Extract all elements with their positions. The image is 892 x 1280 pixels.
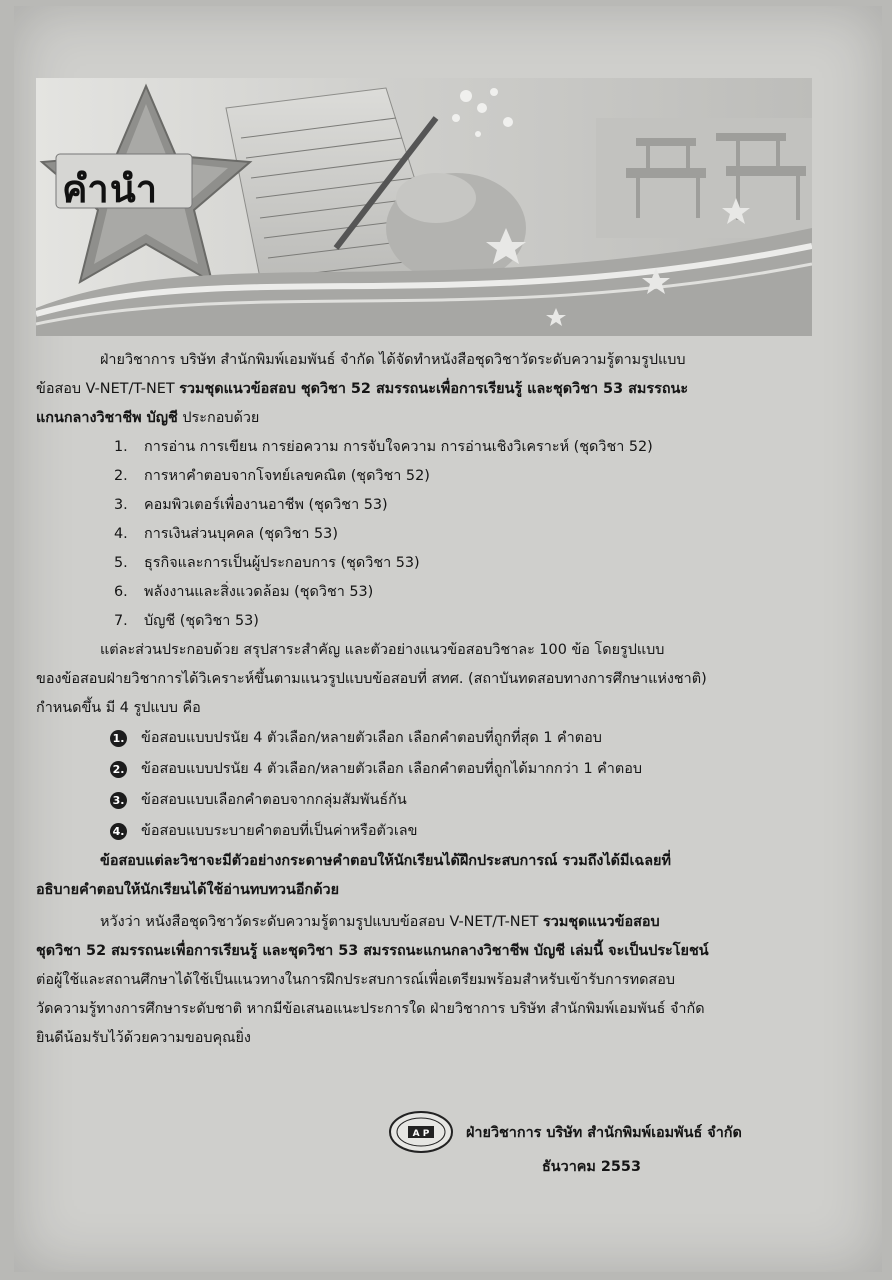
list-item: 1. การอ่าน การเขียน การย่อความ การจับใจความ การอ่านเชิงวิเคราะห์ (ชุดวิชา 52) xyxy=(114,439,653,455)
number-badge: 2. xyxy=(110,761,127,778)
classroom-desks xyxy=(596,118,812,238)
list-item: 2. การหาคำตอบจากโจทย์เลขคณิต (ชุดวิชา 52) xyxy=(114,468,430,484)
svg-text:A P: A P xyxy=(412,1129,430,1139)
list-item: 3. ข้อสอบแบบเลือกคำตอบจากกลุ่มสัมพันธ์กัน xyxy=(110,785,816,816)
intro-line-2-bold: รวมชุดแนวข้อสอบ ชุดวิชา 52 สมรรถนะเพื่อการเรียนรู้ และชุดวิชา 53 สมรรถนะ xyxy=(179,381,689,397)
number-badge: 4. xyxy=(110,823,127,840)
list-item: 4. การเงินส่วนบุคคล (ชุดวิชา 53) xyxy=(114,526,338,542)
header-banner xyxy=(36,78,812,336)
list-item: 4. ข้อสอบแบบระบายคำตอบที่เป็นค่าหรือตัวเลข xyxy=(110,816,816,847)
list-item: 5. ธุรกิจและการเป็นผู้ประกอบการ (ชุดวิชา 53) xyxy=(114,555,420,571)
list-item: 1. ข้อสอบแบบปรนัย 4 ตัวเลือก/หลายตัวเลือก เลือกคำตอบที่ถูกที่สุด 1 คำตอบ xyxy=(110,723,816,754)
list-item: 6. พลังงานและสิ่งแวดล้อม (ชุดวิชา 53) xyxy=(114,584,374,600)
closing-paragraph: หวังว่า หนังสือชุดวิชาวัดระดับความรู้ตามรูปแบบข้อสอบ V-NET/T-NET รวมชุดแนวข้อสอบ xyxy=(100,914,660,930)
answer-sheet-paragraph: ข้อสอบแต่ละวิชาจะมีตัวอย่างกระดาษคำตอบให้นักเรียนได้ฝึกประสบการณ์ รวมถึงได้มีเฉลยที่ xyxy=(100,853,671,869)
signature-date: ธันวาคม 2553 xyxy=(542,1159,641,1175)
exam-type-list xyxy=(36,723,816,847)
intro-line-2-normal: ข้อสอบ V-NET/T-NET xyxy=(36,381,180,397)
list-item: 7. บัญชี (ชุดวิชา 53) xyxy=(114,613,259,629)
page-title: คำนำ xyxy=(62,167,159,211)
intro-line-1: ฝ่ายวิชาการ บริษัท สำนักพิมพ์เอมพันธ์ จำกัด ได้จัดทำหนังสือชุดวิชาวัดระดับความรู้ตามรูปแบบ xyxy=(100,352,686,368)
signature-organization: ฝ่ายวิชาการ บริษัท สำนักพิมพ์เอมพันธ์ จำกัด xyxy=(466,1125,742,1141)
list-item: 3. คอมพิวเตอร์เพื่องานอาชีพ (ชุดวิชา 53) xyxy=(114,497,388,513)
number-badge: 3. xyxy=(110,792,127,809)
signature-block xyxy=(388,1110,828,1180)
publisher-logo xyxy=(388,1110,454,1154)
preface-body: ฝ่ายวิชาการ บริษัท สำนักพิมพ์เอมพันธ์ จำกัด ได้จัดทำหนังสือชุดวิชาวัดระดับความรู้ตามรูปแบบ ข้อสอบ V-NET/T-NET รวมชุดแนวข้อสอบ ชุดวิชา 52 สมรรถนะเพื่อการเรียนรู้ และชุดวิชา 53 สมรรถนะ แกนกลางวิชาชีพ บัญชี ประกอบด้วย 1. การอ่าน การเขียน การย่อความ การจับใจความ การอ่านเชิงวิเคราะห์ (ชุดวิชา 52) 2. การหาคำตอบจากโจทย์เลขคณิต (ชุดวิชา 52) 3. คอมพิวเตอร์เพื่องานอาชีพ (ชุดวิชา 53) 4. การเงินส่วนบุคคล (ชุดวิชา 53) 5. ธุรกิจและการเป็นผู้ประกอบการ (ชุดวิชา 53) 6. พลังงานและสิ่งแวดล้อม (ชุดวิชา 53) 7. บัญชี (ชุดวิชา 53) แต่ละส่วนประกอบด้วย สรุปสาระสำคัญ และตัวอย่างแนวข้อสอบวิชาละ 100 ข้อ โดยรูปแบบ ของข้อสอบฝ่ายวิชาการได้วิเคราะห์ขึ้นตามแนวรูปแบบข้อสอบที่ สทศ. (สถาบันทดสอบทางการศึกษาแห่งชาติ) กำหนดขึ้น มี 4 รูปแบบ คือ 1. ข้อสอบแบบปรนัย 4 ตัวเลือก/หลายตัวเลือก เลือกคำตอบที่ถูกที่สุด 1 คำตอบ 2. ข้อสอบแบบปรนัย 4 ตัวเลือก/หลายตัวเลือก เลือกคำตอบที่ถูกได้มากกว่า 1 คำตอบ 3. ข้อสอบแบบเลือกคำตอบจากกลุ่มสัมพันธ์กัน 4. ข้อสอบแบบระบายคำตอบที่เป็นค่าหรือตัวเลข ข้อสอบแต่ละวิชาจะมีตัวอย่างกระดาษคำตอบให้นักเรียนได้ฝึกประสบการณ์ รวมถึงได้มีเฉลยที่ อธิบายคำตอบให้นักเรียนได้ใช้อ่านทบทวนอีกด้วย หวังว่า หนังสือชุดวิชาวัดระดับความรู้ตามรูปแบบข้อสอบ V-NET/T-NET รวมชุดแนวข้อสอบ ชุดวิชา 52 สมรรถนะเพื่อการเรียนรู้ และชุดวิชา 53 สมรรถนะแกนกลางวิชาชีพ บัญชี เล่มนี้ จะเป็นประโยชน์ ต่อผู้ใช้และสถานศึกษาได้ใช้เป็นแนวทางในการฝึกประสบการณ์เพื่อเตรียมพร้อมสำหรับเข้ารับการทดสอบ วัดความรู้ทางการศึกษาระดับชาติ หากมีข้อเสนอแนะประการใด ฝ่ายวิชาการ บริษัท สำนักพิมพ์เอมพันธ์ จำกัด ยินดีน้อมรับไว้ด้วยความขอบคุณยิ่ง xyxy=(36,346,816,1053)
subject-list xyxy=(36,433,816,636)
intro-paragraph xyxy=(36,346,816,375)
list-item: 2. ข้อสอบแบบปรนัย 4 ตัวเลือก/หลายตัวเลือก เลือกคำตอบที่ถูกได้มากกว่า 1 คำตอบ xyxy=(110,754,816,785)
intro-line-3-normal: ประกอบด้วย xyxy=(177,410,260,426)
intro-line-3-bold: แกนกลางวิชาชีพ บัญชี xyxy=(36,410,178,426)
structure-paragraph: แต่ละส่วนประกอบด้วย สรุปสาระสำคัญ และตัวอย่างแนวข้อสอบวิชาละ 100 ข้อ โดยรูปแบบ xyxy=(100,642,665,658)
number-badge: 1. xyxy=(110,730,127,747)
